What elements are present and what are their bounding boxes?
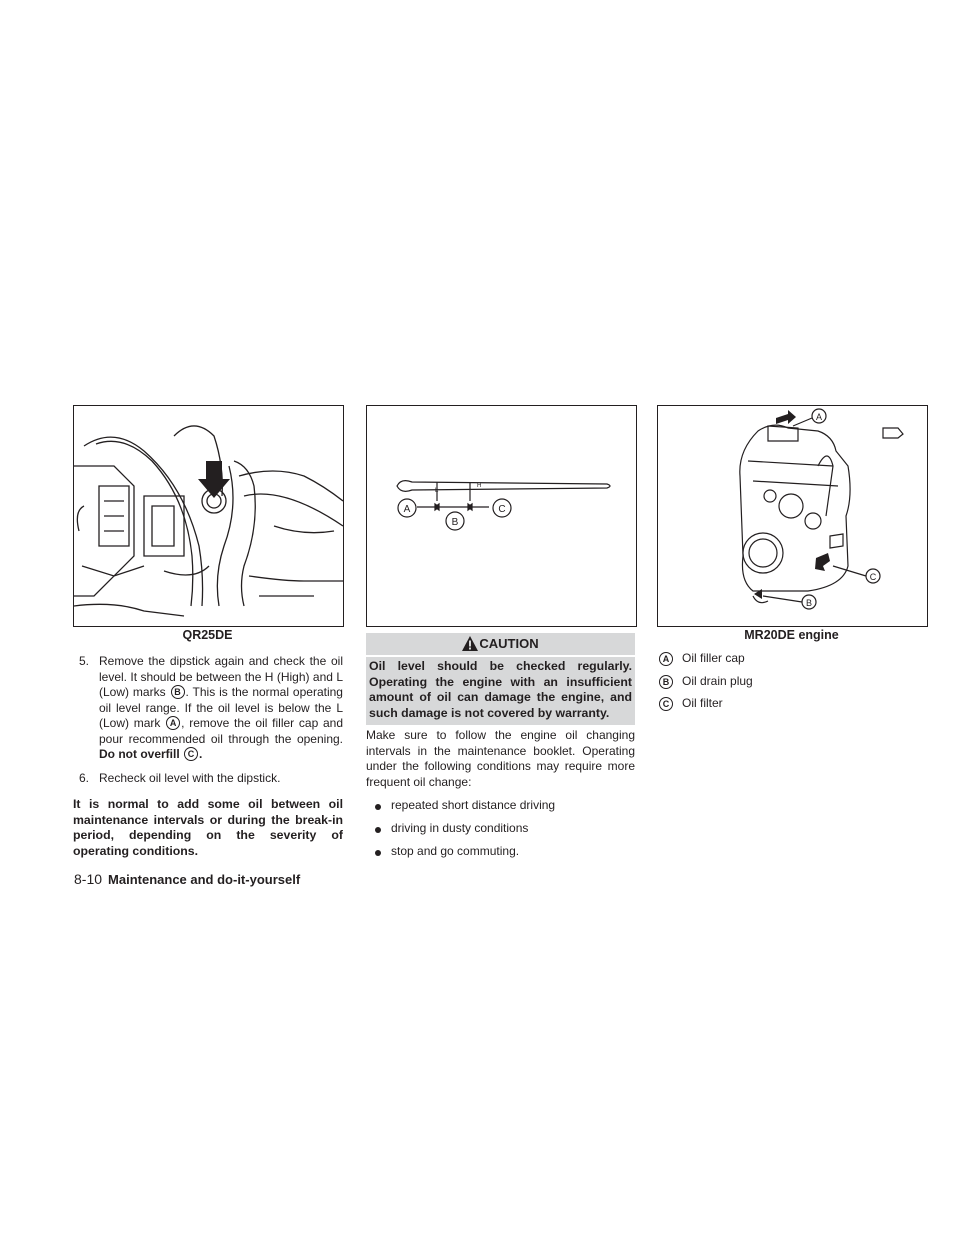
dipstick-figure (366, 405, 637, 627)
list-item-text: stop and go commuting. (391, 844, 520, 858)
engine-bay-illustration (74, 406, 343, 626)
page-footer (74, 871, 300, 887)
engine-illustration (658, 406, 927, 626)
list-item (366, 798, 635, 814)
dipstick-illustration (367, 406, 636, 626)
engine-figure-qr25de (73, 405, 344, 627)
condition-list (366, 798, 635, 860)
marker-c: C (184, 747, 198, 761)
page-number: 8-10 (74, 871, 103, 887)
legend-marker: C (659, 697, 673, 711)
caution-header (366, 633, 635, 655)
figure-legend (657, 651, 926, 719)
legend-item (657, 651, 926, 667)
svg-text:H: H (477, 483, 482, 489)
legend-text: Oil filter (682, 696, 723, 710)
legend-text: Oil filler cap (682, 651, 745, 665)
engine-label-b: B (805, 598, 813, 608)
engine-arrows (754, 410, 830, 599)
marker-b: B (171, 685, 185, 699)
step-number: 6. (79, 770, 90, 785)
legend-item (657, 696, 926, 712)
legend-text: Oil drain plug (682, 673, 753, 688)
dipstick-label-c: C (498, 504, 506, 515)
list-item (366, 821, 635, 837)
warning-triangle-icon (462, 636, 478, 658)
bullet-icon (375, 804, 381, 810)
engine-label-c: C (869, 572, 877, 582)
intro-paragraph: Make sure to follow the engine oil changing intervals in the maintenance booklet. Operating under the following conditions may require more frequent oil change: (366, 728, 635, 789)
svg-text:L: L (435, 488, 439, 494)
caution-body: Oil level should be checked regularly. Operating the engine with an insufficient amount of oil can damage the engine, and such damage is not covered by warranty. (366, 657, 635, 725)
marker-a: A (166, 716, 180, 730)
step-5 (73, 654, 343, 763)
bullet-icon (375, 827, 381, 833)
list-item-text: driving in dusty conditions (391, 821, 529, 835)
legend-item (657, 674, 926, 690)
legend-marker: A (659, 652, 673, 666)
step-text: Remove the dipstick again and check the oil level. It should be between the H (High) and L (Low) marks (99, 654, 343, 699)
middle-column (366, 728, 635, 867)
caution-title: CAUTION (479, 636, 539, 651)
step-text: Recheck oil level with the dipstick. (99, 770, 281, 785)
list-item (366, 844, 635, 860)
legend-marker: B (659, 675, 673, 689)
fill-arrow (198, 461, 230, 498)
engine-figure-mr20de (657, 405, 928, 627)
figure-caption-mr20de: MR20DE engine (744, 628, 839, 642)
step-number: 5. (79, 654, 90, 668)
dipstick-label-a: A (403, 504, 411, 515)
section-title: Maintenance and do-it-yourself (108, 872, 301, 887)
step-end: . (199, 747, 203, 761)
figure-caption-qr25de: QR25DE (182, 628, 233, 642)
step-text: . This is the normal operating oil level range. If the oil level is below the L (Low) mark (99, 685, 343, 730)
bullet-icon (375, 850, 381, 856)
engine-label-a: A (815, 412, 823, 422)
step-6 (73, 771, 343, 787)
oil-note: It is normal to add some oil between oil maintenance intervals or during the break-in period, depending on the severity of operating conditions. (73, 797, 343, 858)
left-column (73, 654, 343, 859)
list-item-text: repeated short distance driving (391, 798, 556, 812)
warning-text: Do not overfill (99, 747, 180, 761)
step-text: , remove the oil filler cap and pour recommended oil through the opening. (99, 716, 343, 746)
dipstick-label-b: B (451, 517, 459, 528)
